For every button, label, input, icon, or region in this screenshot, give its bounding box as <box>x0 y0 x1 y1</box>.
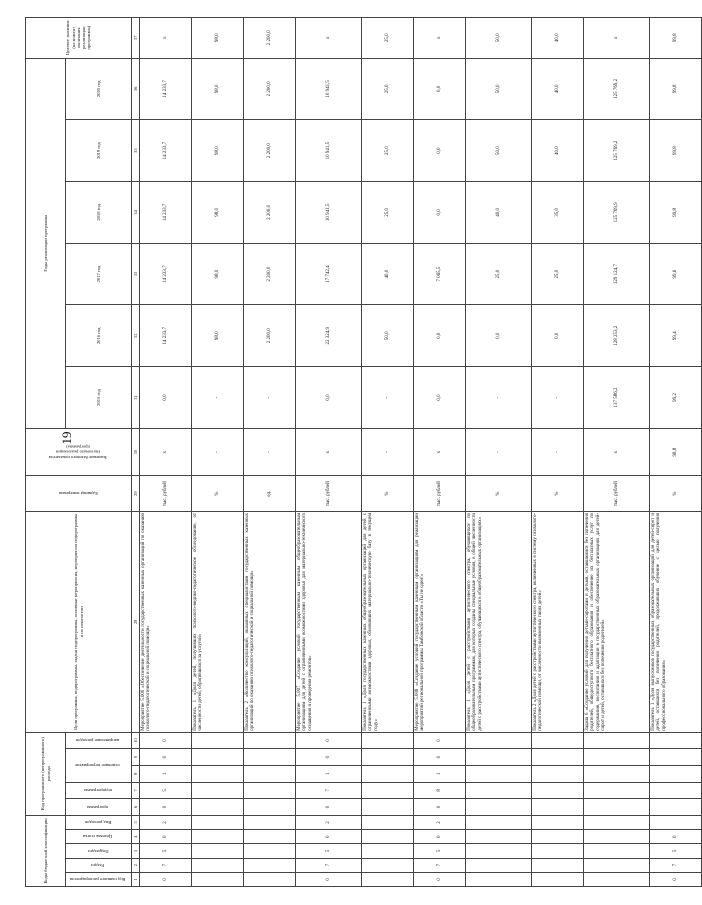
code-cell <box>362 815 414 829</box>
code-cell <box>584 872 650 886</box>
column-number: 5 <box>132 815 140 829</box>
code-cell <box>532 830 584 844</box>
year-value-cell: 14 233,7 <box>140 243 192 305</box>
code-cell <box>244 844 296 858</box>
code-cell <box>532 765 584 782</box>
code-cell <box>650 749 702 766</box>
code-cell <box>362 844 414 858</box>
base-value-cell: х <box>414 428 466 475</box>
rotated-page <box>25 17 678 887</box>
year-value-cell: 0,0 <box>414 305 466 367</box>
year-header: 2017 год <box>66 243 132 305</box>
code-cell: 2 <box>140 815 192 829</box>
code-cell: 0 <box>414 830 466 844</box>
column-number: 29 <box>132 476 140 512</box>
base-value-cell: - <box>192 428 244 475</box>
code-cell: 2 <box>414 815 466 829</box>
code-cell <box>466 749 532 766</box>
year-value-cell: 14 233,7 <box>140 182 192 244</box>
code-cell <box>584 749 650 766</box>
column-number: 36 <box>132 58 140 120</box>
code-col-header: Целевая статья <box>66 830 132 844</box>
year-value-cell: 10 941,5 <box>296 120 362 182</box>
code-cell <box>532 815 584 829</box>
code-cell <box>466 844 532 858</box>
table-row <box>466 18 532 887</box>
goal-text-cell: Показатель 1 «Доля государственных казенных общеобразовательных организаций для детей с ограниченными возможностями здоровья, обновивших материально-техническую базу в текущем году» <box>362 511 414 732</box>
program-code-col-header: подпрограмма <box>66 782 132 799</box>
code-cell <box>244 799 296 816</box>
year-value-cell: 99,8 <box>650 182 702 244</box>
code-cell <box>584 782 650 799</box>
year-value-cell: 98,0 <box>192 182 244 244</box>
year-value-cell: 35,0 <box>532 182 584 244</box>
program-code-col-header: направление расходов <box>66 732 132 749</box>
year-value-cell: 17 742,4 <box>296 243 362 305</box>
unit-cell: тыс. рублей <box>414 476 466 512</box>
year-value-cell: 128 253,2 <box>584 305 650 367</box>
unit-cell: % <box>192 476 244 512</box>
code-cell: 8 <box>414 782 466 799</box>
year-value-cell: 0,0 <box>414 58 466 120</box>
code-cell: 0 <box>296 830 362 844</box>
code-cell <box>532 732 584 749</box>
column-number: 30 <box>132 428 140 475</box>
code-cell: 0 <box>140 749 192 766</box>
code-cell <box>362 830 414 844</box>
year-value-cell: - <box>192 367 244 429</box>
base-value-header: Значение базового показателя (на начало реализации программы) <box>26 428 132 475</box>
goal-text-cell: Показатель 2 «Количество консультаций, оказанных специалистами государственных казенных организаций по оказанию психолого-педагогической и социальной помощи» <box>244 511 296 732</box>
year-value-cell: 40,0 <box>466 182 532 244</box>
code-cell: 7 <box>296 858 362 872</box>
table-row <box>140 18 192 887</box>
code-cell <box>244 830 296 844</box>
code-cell: 0 <box>140 732 192 749</box>
column-number: 6 <box>132 799 140 816</box>
code-cell <box>244 858 296 872</box>
code-cell: 0 <box>650 830 702 844</box>
unit-header: Единица измерения <box>26 476 132 512</box>
goal-header: Цели программы, подпрограммы, задачи подпрограммы, основные мероприятия, мероприятия подпрограммы и их показатели <box>26 511 132 732</box>
year-header: 2018 год <box>66 182 132 244</box>
code-cell <box>192 732 244 749</box>
code-cell: 2 <box>296 815 362 829</box>
code-cell: 0 <box>296 749 362 766</box>
year-value-cell: 2 200,0 <box>244 120 296 182</box>
year-value-cell: 125 769,2 <box>584 58 650 120</box>
year-value-cell: 0,0 <box>466 305 532 367</box>
year-value-cell: 10 941,5 <box>296 58 362 120</box>
program-code-col-header: основное мероприятие <box>66 749 132 782</box>
year-value-cell: 40,0 <box>362 243 414 305</box>
column-number: 8 <box>132 765 140 782</box>
code-cell <box>192 858 244 872</box>
table-row <box>650 18 702 887</box>
code-cell: 0 <box>140 830 192 844</box>
year-value-cell: 2 200,0 <box>244 58 296 120</box>
code-cell <box>584 858 650 872</box>
final-value-cell: х <box>140 18 192 59</box>
code-cell <box>532 844 584 858</box>
code-cell <box>362 732 414 749</box>
code-cell <box>192 782 244 799</box>
code-cell: 0 <box>414 749 466 766</box>
code-cell: 0 <box>296 732 362 749</box>
goal-text-cell: Задача 6 «Создание условий для получения детьми-сиротами и детьми, оставшимися без попечения родителей, общедоступного бесплатного образования и обеспечение их бесплатных услуг по содержанию, воспитанию и адаптации в государственных образовательных организациях для детей-сирот и детей, оставшихся без попечения родителей» <box>584 511 650 732</box>
code-col-header: Раздел <box>66 858 132 872</box>
year-value-cell: - <box>532 367 584 429</box>
base-value-cell: х <box>296 428 362 475</box>
program-codes-group-header: Код программного (непрограммного) расхода <box>26 732 66 815</box>
final-value-cell: 2 200,0 <box>244 18 296 59</box>
year-value-cell: 25,0 <box>362 120 414 182</box>
code-cell <box>466 872 532 886</box>
code-cell <box>192 799 244 816</box>
code-cell <box>244 782 296 799</box>
year-value-cell: 99,8 <box>650 120 702 182</box>
code-cell: 7 <box>650 858 702 872</box>
column-number: 35 <box>132 120 140 182</box>
base-value-cell: - <box>244 428 296 475</box>
year-value-cell: - <box>466 367 532 429</box>
column-number-row <box>132 18 140 887</box>
code-cell <box>466 765 532 782</box>
code-cell <box>584 799 650 816</box>
code-cell <box>466 858 532 872</box>
base-value-cell: - <box>362 428 414 475</box>
code-cell <box>584 815 650 829</box>
year-value-cell: 22 324,9 <box>296 305 362 367</box>
unit-cell: % <box>532 476 584 512</box>
year-value-cell: 25,0 <box>362 182 414 244</box>
code-cell <box>362 799 414 816</box>
column-number: 32 <box>132 305 140 367</box>
code-cell <box>466 732 532 749</box>
year-value-cell: 129 124,7 <box>584 243 650 305</box>
table-row <box>532 18 584 887</box>
program-indicators-table <box>25 17 702 887</box>
code-cell: 0 <box>296 872 362 886</box>
page-number: 19 <box>59 431 74 445</box>
column-number: 33 <box>132 243 140 305</box>
code-cell: 7 <box>140 858 192 872</box>
table-row <box>584 18 650 887</box>
unit-cell: тыс. рублей <box>296 476 362 512</box>
year-value-cell: 14 233,7 <box>140 120 192 182</box>
year-value-cell: 2 200,0 <box>244 305 296 367</box>
code-cell <box>244 872 296 886</box>
year-value-cell: 50,0 <box>466 58 532 120</box>
code-cell <box>532 799 584 816</box>
code-cell <box>192 830 244 844</box>
code-cell <box>244 815 296 829</box>
table-row <box>244 18 296 887</box>
year-value-cell: 40,0 <box>532 58 584 120</box>
code-col-header: Код главного распорядителя <box>66 872 132 886</box>
year-value-cell: 99,8 <box>650 58 702 120</box>
year-value-cell: 99,2 <box>650 367 702 429</box>
goal-text-cell: Мероприятие 5.008 «Создание условий государственным казенным организациям для реализации мероприятий региональной программы Тамбовской области «Ты не один!» <box>414 511 466 732</box>
code-cell <box>466 815 532 829</box>
code-cell <box>244 749 296 766</box>
code-cell <box>192 872 244 886</box>
code-cell <box>532 858 584 872</box>
code-cell: 0 <box>414 872 466 886</box>
year-value-cell: 25,0 <box>466 243 532 305</box>
year-value-cell: 0,0 <box>140 367 192 429</box>
goal-text-cell: Мероприятие 5.006 «Обеспечение деятельности государственных казенных организаций по оказанию психолого-педагогической и социальной помощи» <box>140 511 192 732</box>
year-value-cell: 125 769,2 <box>584 120 650 182</box>
year-value-cell: 98,0 <box>192 58 244 120</box>
code-cell: 5 <box>296 844 362 858</box>
code-cell: 0 <box>140 799 192 816</box>
year-value-cell: 40,0 <box>532 120 584 182</box>
code-cell <box>650 782 702 799</box>
year-value-cell: 0,0 <box>532 305 584 367</box>
final-value-cell: 50,0 <box>466 18 532 59</box>
code-cell <box>650 732 702 749</box>
year-value-cell: 10 941,5 <box>296 182 362 244</box>
column-number: 37 <box>132 18 140 59</box>
code-cell <box>192 749 244 766</box>
code-cell: 1 <box>140 765 192 782</box>
unit-cell: тыс. рублей <box>584 476 650 512</box>
final-value-header: Целевое значение (на момент окончания реализации программы) <box>26 18 132 59</box>
budget-codes-group-header: Коды бюджетной классификации <box>26 815 66 886</box>
year-value-cell: 137 586,2 <box>584 367 650 429</box>
code-cell <box>192 815 244 829</box>
code-cell <box>584 765 650 782</box>
unit-cell: % <box>650 476 702 512</box>
year-value-cell: 0,0 <box>414 120 466 182</box>
code-cell <box>532 872 584 886</box>
code-col-header: Подраздел <box>66 844 132 858</box>
code-cell <box>244 765 296 782</box>
final-value-cell: х <box>296 18 362 59</box>
year-value-cell: 25,0 <box>362 58 414 120</box>
code-cell: 0 <box>296 799 362 816</box>
column-number: 9 <box>132 749 140 766</box>
code-cell: 0 <box>414 732 466 749</box>
column-number: 2 <box>132 858 140 872</box>
code-cell: 1 <box>296 765 362 782</box>
goal-text-cell: Показатель 1 «Доля детей, получивших психолого-медико-педагогическое обследование, от численности детей, обратившихся за услугой» <box>192 511 244 732</box>
final-value-cell: 40,0 <box>532 18 584 59</box>
code-cell: 7 <box>414 858 466 872</box>
year-value-cell: 98,0 <box>192 120 244 182</box>
code-cell <box>532 782 584 799</box>
column-number: 28 <box>132 511 140 732</box>
code-cell <box>532 749 584 766</box>
final-value-cell: х <box>584 18 650 59</box>
code-cell: 0 <box>650 872 702 886</box>
code-cell <box>584 844 650 858</box>
final-value-cell: 25,0 <box>362 18 414 59</box>
code-cell <box>192 765 244 782</box>
column-number: 7 <box>132 782 140 799</box>
column-number: 4 <box>132 830 140 844</box>
code-cell: 5 <box>414 844 466 858</box>
table-row <box>414 18 466 887</box>
code-cell <box>650 765 702 782</box>
base-value-cell: - <box>466 428 532 475</box>
year-value-cell: 98,0 <box>192 305 244 367</box>
year-value-cell: 7 065,5 <box>414 243 466 305</box>
year-value-cell: 25,0 <box>532 243 584 305</box>
unit-cell: ед. <box>244 476 296 512</box>
year-value-cell: 50,0 <box>362 305 414 367</box>
code-cell <box>362 749 414 766</box>
year-value-cell: 14 233,7 <box>140 305 192 367</box>
base-value-cell: х <box>584 428 650 475</box>
code-cell: 5 <box>140 782 192 799</box>
year-value-cell: - <box>244 367 296 429</box>
year-value-cell: 50,0 <box>466 120 532 182</box>
year-value-cell: 99,6 <box>650 243 702 305</box>
year-value-cell: 98,0 <box>192 243 244 305</box>
column-number: 10 <box>132 732 140 749</box>
code-cell: 7 <box>296 782 362 799</box>
year-header: 2019 год <box>66 120 132 182</box>
year-value-cell: 14 233,7 <box>140 58 192 120</box>
column-number: 34 <box>132 182 140 244</box>
program-code-col-header: программа <box>66 799 132 816</box>
code-cell <box>650 815 702 829</box>
final-value-cell: 98,0 <box>192 18 244 59</box>
code-cell <box>362 765 414 782</box>
code-cell: 0 <box>140 872 192 886</box>
column-number: 1 <box>132 872 140 886</box>
table-row <box>296 18 362 887</box>
code-cell <box>244 732 296 749</box>
table-row <box>362 18 414 887</box>
year-header: 2020 год <box>66 58 132 120</box>
final-value-cell: х <box>414 18 466 59</box>
code-cell <box>584 830 650 844</box>
year-value-cell: 0,0 <box>414 367 466 429</box>
code-cell: 0 <box>414 799 466 816</box>
goal-text-cell: Показатель 1 «Доля выпускников государственных образовательных организаций для детей-сирот и детей, оставшихся без попечения родителей, продолживших обучение с целью получения профессионального образования» <box>650 511 702 732</box>
year-header: 2015 год <box>66 367 132 429</box>
final-value-cell: 99,8 <box>650 18 702 59</box>
table-row <box>192 18 244 887</box>
unit-cell: % <box>466 476 532 512</box>
base-value-cell: 98,8 <box>650 428 702 475</box>
year-value-cell: 2 200,0 <box>244 182 296 244</box>
year-value-cell: 0,0 <box>414 182 466 244</box>
unit-cell: % <box>362 476 414 512</box>
code-cell: 1 <box>414 765 466 782</box>
code-cell <box>192 844 244 858</box>
code-cell: 5 <box>140 844 192 858</box>
column-number: 3 <box>132 844 140 858</box>
year-value-cell: 99,4 <box>650 305 702 367</box>
goal-text-cell: Показатель 2 «Доля детей с расстройствами аутистического спектра, включенных в систему психолого-педагогической помощи, от численности выявленных таких детей» <box>532 511 584 732</box>
code-cell <box>466 799 532 816</box>
code-cell <box>362 858 414 872</box>
year-header: 2016 год <box>66 305 132 367</box>
code-col-header: Вид расходов <box>66 815 132 829</box>
goal-text-cell: Мероприятие 5.007 «Создание условий государственным казенным общеобразовательным организациям для детей с ограниченными возможностями здоровья для материально-технического оснащения и проведения ремонтов» <box>296 511 362 732</box>
code-cell <box>362 872 414 886</box>
table-body <box>140 18 702 887</box>
code-cell <box>466 782 532 799</box>
code-cell <box>362 782 414 799</box>
year-value-cell: 2 200,0 <box>244 243 296 305</box>
code-cell <box>584 732 650 749</box>
year-value-cell: - <box>362 367 414 429</box>
year-value-cell: 125 769,9 <box>584 182 650 244</box>
unit-cell: тыс. рублей <box>140 476 192 512</box>
code-cell <box>466 830 532 844</box>
code-cell: 5 <box>650 844 702 858</box>
base-value-cell: х <box>140 428 192 475</box>
base-value-cell: - <box>532 428 584 475</box>
years-group-header: Годы реализации программы <box>26 58 66 428</box>
column-number: 31 <box>132 367 140 429</box>
code-cell <box>650 799 702 816</box>
year-value-cell: 0,0 <box>296 367 362 429</box>
goal-text-cell: Показатель 1 «Доля детей с расстройствами аутистического спектра, обучающихся по общеобразовательным программам, для которых созданы специальные условия, в общей численности детей с расстройствами аутистического спектра, обучающихся в общеобразовательных организациях» <box>466 511 532 732</box>
